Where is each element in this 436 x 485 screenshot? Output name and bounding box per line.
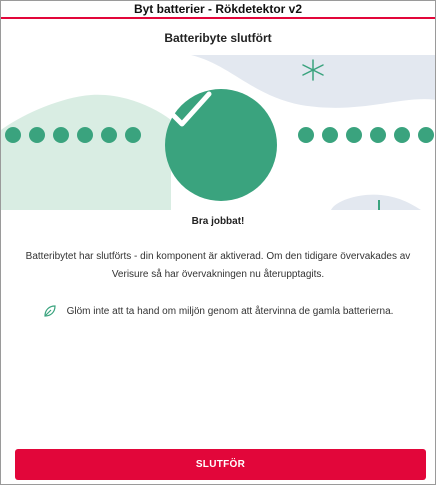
success-headline: Bra jobbat! bbox=[191, 216, 245, 227]
success-illustration bbox=[1, 55, 435, 210]
progress-dots-left bbox=[5, 127, 141, 143]
recycle-tip bbox=[1, 304, 435, 318]
recycle-tip-text: Glöm inte att ta hand om miljön genom att återvinna de gamla batterierna. bbox=[66, 305, 394, 317]
success-badge bbox=[165, 89, 277, 201]
finish-button[interactable]: SLUTFÖR bbox=[15, 449, 426, 480]
progress-dots-right bbox=[298, 127, 434, 143]
window-title: Byt batterier - Rökdetektor v2 bbox=[1, 1, 435, 19]
checkmark-icon bbox=[165, 89, 213, 129]
success-message: Batteribytet har slutförts - din komponent är aktiverad. Om den tidigare övervakades av Verisure så har övervakningen nu återupptagits. bbox=[25, 251, 411, 280]
leaf-icon bbox=[43, 304, 57, 318]
page-title: Batteribyte slutfört bbox=[164, 31, 272, 45]
